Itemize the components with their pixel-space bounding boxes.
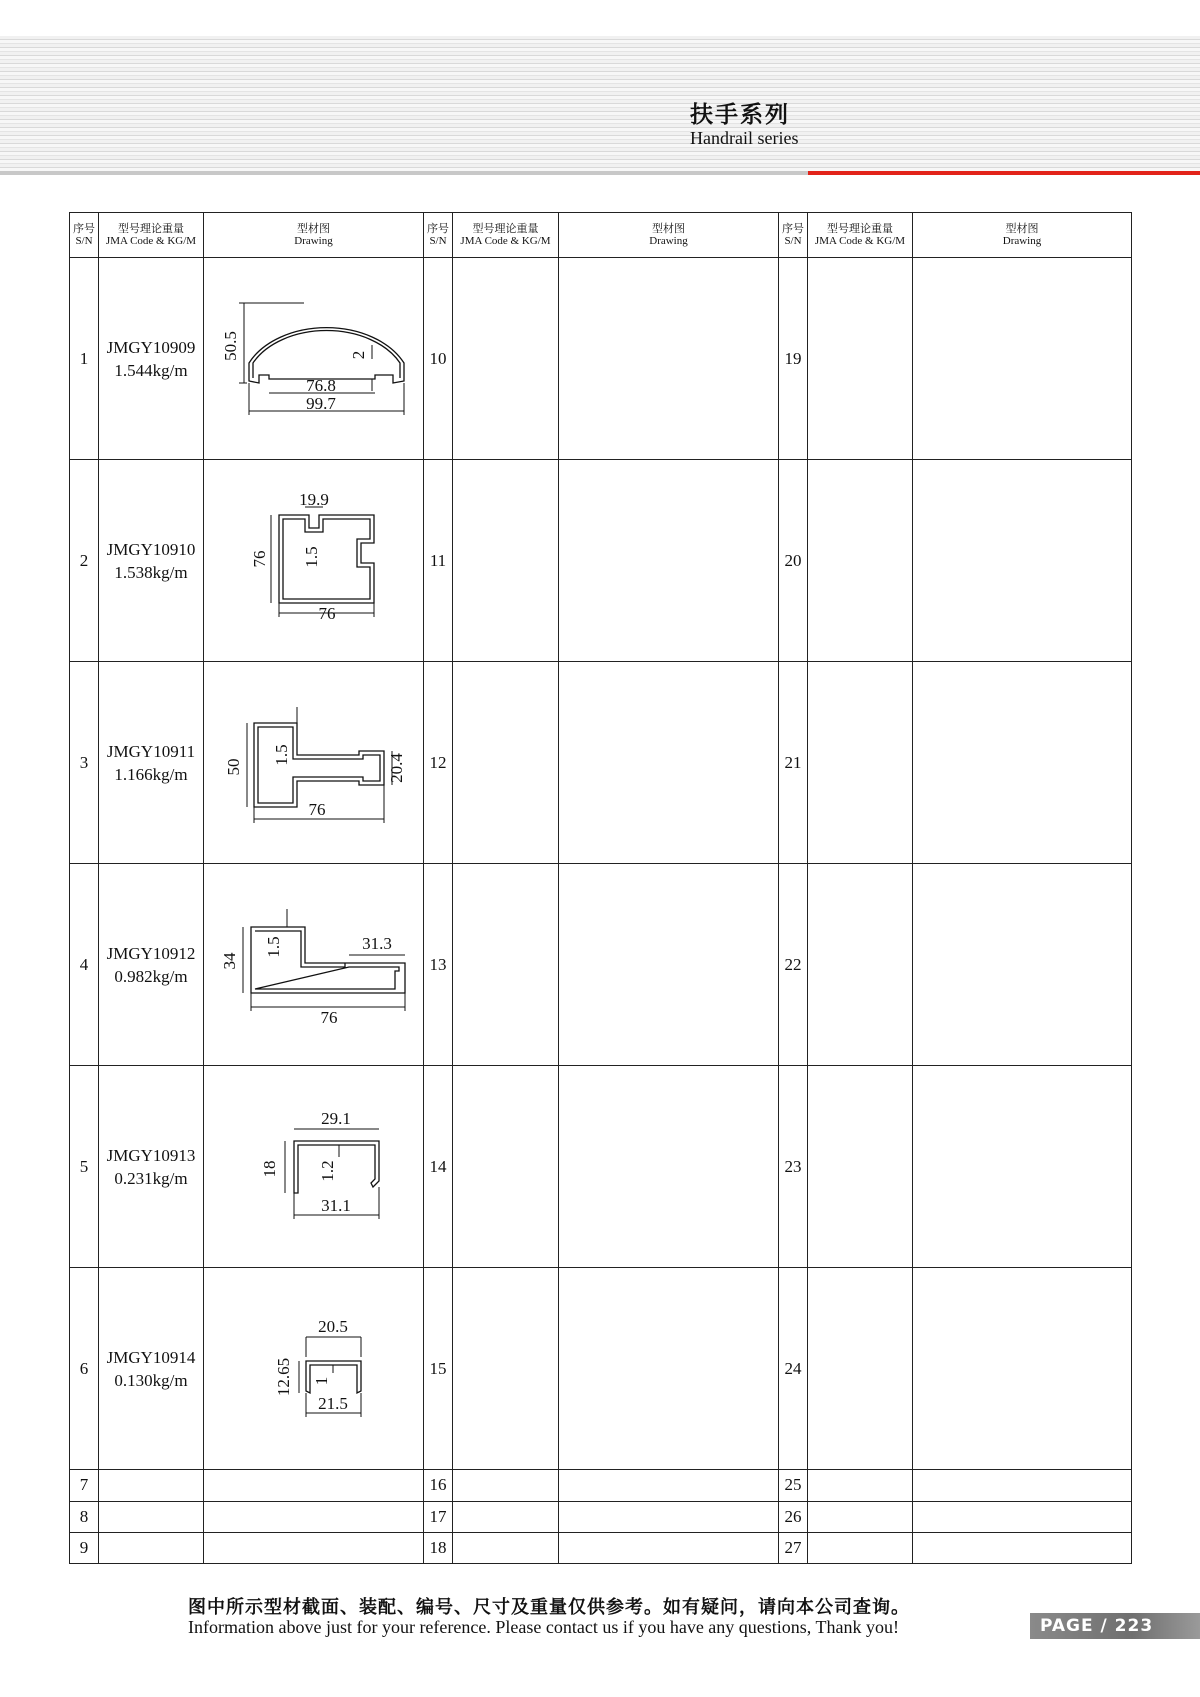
weight-text: 1.166kg/m	[114, 764, 188, 784]
dim-width: 76	[318, 604, 335, 624]
sn-cell: 27	[779, 1532, 808, 1563]
code-cell	[99, 864, 204, 1066]
dim-wall: 1.5	[271, 744, 291, 766]
drawing-cell	[204, 460, 424, 662]
sn-cell: 2	[70, 460, 99, 662]
sn-cell: 26	[779, 1501, 808, 1532]
sn-cell: 5	[70, 1066, 99, 1268]
table-row	[70, 662, 1132, 864]
dim-height: 18	[259, 1160, 279, 1178]
header-drawing: 型材图 Drawing	[559, 213, 779, 258]
drawing-cell	[204, 1501, 424, 1532]
sn-cell: 10	[424, 258, 453, 460]
table-row	[70, 460, 1132, 662]
profile-drawing-jmgy10911	[209, 695, 419, 830]
code-cell	[453, 1470, 559, 1501]
drawing-cell	[913, 460, 1132, 662]
dim-height: 76	[249, 550, 269, 568]
profile-drawing-jmgy10912	[209, 897, 419, 1032]
weight-text: 0.130kg/m	[114, 1370, 188, 1390]
code-cell	[808, 1268, 913, 1470]
sn-cell: 8	[70, 1501, 99, 1532]
dim-wall: 1	[311, 1377, 331, 1386]
sn-cell: 12	[424, 662, 453, 864]
sn-cell: 6	[70, 1268, 99, 1470]
drawing-cell	[204, 864, 424, 1066]
table-row	[70, 1501, 1132, 1532]
weight-text: 1.538kg/m	[114, 562, 188, 582]
code-cell	[453, 258, 559, 460]
header-band	[0, 36, 1200, 172]
code-text: JMGY10910	[106, 539, 196, 559]
table-row	[70, 864, 1132, 1066]
code-cell	[99, 1470, 204, 1501]
sn-cell: 16	[424, 1470, 453, 1501]
dim-top: 19.9	[298, 493, 329, 510]
code-cell	[453, 460, 559, 662]
sn-cell: 3	[70, 662, 99, 864]
header-code: 型号理论重量 JMA Code & KG/M	[99, 213, 204, 258]
code-cell	[808, 864, 913, 1066]
header-sn: 序号 S/N	[779, 213, 808, 258]
table-header-row	[70, 213, 1132, 258]
table-row	[70, 258, 1132, 460]
code-cell	[808, 1501, 913, 1532]
code-cell	[99, 1066, 204, 1268]
sn-cell: 13	[424, 864, 453, 1066]
code-cell	[99, 1501, 204, 1532]
drawing-cell	[204, 1268, 424, 1470]
drawing-cell	[913, 1268, 1132, 1470]
code-cell	[99, 258, 204, 460]
weight-text: 0.982kg/m	[114, 966, 188, 986]
dim-wall: 1.2	[317, 1160, 337, 1182]
header-drawing: 型材图 Drawing	[204, 213, 424, 258]
sn-cell: 23	[779, 1066, 808, 1268]
code-cell	[453, 1532, 559, 1563]
dim-height: 50.5	[220, 331, 240, 361]
dim-width: 76	[308, 800, 325, 820]
table-row	[70, 1470, 1132, 1501]
drawing-cell	[204, 1532, 424, 1563]
header-gray-line	[0, 171, 808, 175]
dim-wall: 2	[348, 350, 368, 360]
table-row	[70, 1532, 1132, 1563]
sn-cell: 17	[424, 1501, 453, 1532]
dim-inner: 76.8	[305, 376, 336, 396]
drawing-cell	[559, 1501, 779, 1532]
sn-cell: 14	[424, 1066, 453, 1268]
sn-cell: 15	[424, 1268, 453, 1470]
dim-top: 29.1	[320, 1109, 351, 1129]
header-drawing: 型材图 Drawing	[913, 213, 1132, 258]
header-accent-line	[808, 171, 1200, 175]
dim-width: 31.1	[320, 1196, 351, 1216]
code-text: JMGY10912	[106, 943, 196, 963]
sn-cell: 19	[779, 258, 808, 460]
sn-cell: 11	[424, 460, 453, 662]
code-cell	[808, 258, 913, 460]
weight-text: 0.231kg/m	[114, 1168, 188, 1188]
drawing-cell	[204, 1470, 424, 1501]
code-cell	[808, 1066, 913, 1268]
dim-height: 12.65	[273, 1358, 293, 1397]
code-cell	[99, 460, 204, 662]
sn-cell: 9	[70, 1532, 99, 1563]
code-cell	[99, 662, 204, 864]
drawing-cell	[913, 662, 1132, 864]
page-title-en: Handrail series	[690, 128, 799, 148]
drawing-cell	[913, 1066, 1132, 1268]
header-code: 型号理论重量 JMA Code & KG/M	[453, 213, 559, 258]
drawing-cell	[559, 1470, 779, 1501]
drawing-cell	[204, 258, 424, 460]
sn-cell: 1	[70, 258, 99, 460]
sn-cell: 7	[70, 1470, 99, 1501]
drawing-cell	[559, 1268, 779, 1470]
dim-width: 99.7	[305, 394, 336, 414]
drawing-cell	[559, 662, 779, 864]
dim-width: 21.5	[317, 1394, 348, 1414]
dim-width: 76	[320, 1008, 337, 1028]
sn-cell: 22	[779, 864, 808, 1066]
drawing-cell	[559, 460, 779, 662]
footer-note-cn: 图中所示型材截面、装配、编号、尺寸及重量仅供参考。如有疑问，请向本公司查询。	[188, 1597, 910, 1618]
drawing-cell	[913, 1470, 1132, 1501]
sn-cell: 18	[424, 1532, 453, 1563]
dim-wall: 1.5	[301, 546, 321, 568]
drawing-cell	[559, 1532, 779, 1563]
dim-wall: 1.5	[263, 936, 283, 958]
sn-cell: 25	[779, 1470, 808, 1501]
code-cell	[453, 1268, 559, 1470]
table-row	[70, 1066, 1132, 1268]
code-text: JMGY10911	[106, 741, 196, 761]
code-cell	[808, 460, 913, 662]
header-sn: 序号 S/N	[70, 213, 99, 258]
code-cell	[453, 1066, 559, 1268]
dim-height: 50	[223, 758, 243, 776]
drawing-cell	[913, 1532, 1132, 1563]
drawing-cell	[913, 258, 1132, 460]
dim-right: 20.4	[386, 753, 406, 784]
sn-cell: 20	[779, 460, 808, 662]
code-cell	[453, 864, 559, 1066]
header-code: 型号理论重量 JMA Code & KG/M	[808, 213, 913, 258]
drawing-cell	[204, 1066, 424, 1268]
code-cell	[808, 1470, 913, 1501]
drawing-cell	[913, 864, 1132, 1066]
drawing-cell	[559, 258, 779, 460]
drawing-cell	[913, 1501, 1132, 1532]
dim-top: 20.5	[317, 1317, 348, 1337]
dim-height: 34	[219, 952, 239, 970]
drawing-cell	[559, 864, 779, 1066]
dim-step: 31.3	[361, 934, 392, 954]
code-cell	[808, 1532, 913, 1563]
code-cell	[808, 662, 913, 864]
profile-drawing-jmgy10914	[209, 1301, 419, 1436]
sn-cell: 4	[70, 864, 99, 1066]
profile-table	[69, 212, 1132, 1564]
sn-cell: 24	[779, 1268, 808, 1470]
table-row	[70, 1268, 1132, 1470]
drawing-cell	[559, 1066, 779, 1268]
code-cell	[99, 1268, 204, 1470]
code-cell	[453, 662, 559, 864]
code-cell	[99, 1532, 204, 1563]
code-text: JMGY10913	[106, 1145, 196, 1165]
page-title-cn: 扶手系列	[690, 102, 790, 128]
header-sn: 序号 S/N	[424, 213, 453, 258]
code-text: JMGY10909	[106, 337, 196, 357]
code-text: JMGY10914	[106, 1347, 196, 1367]
footer-note-en: Information above just for your reference. Please contact us if you have any questions, Thank you!	[188, 1617, 899, 1637]
weight-text: 1.544kg/m	[114, 360, 188, 380]
drawing-cell	[204, 662, 424, 864]
profile-drawing-jmgy10913	[209, 1099, 419, 1234]
profile-drawing-jmgy10910	[209, 493, 419, 628]
sn-cell: 21	[779, 662, 808, 864]
profile-drawing-jmgy10909	[209, 291, 419, 426]
code-cell	[453, 1501, 559, 1532]
page-number-badge: PAGE / 223	[1030, 1613, 1200, 1639]
